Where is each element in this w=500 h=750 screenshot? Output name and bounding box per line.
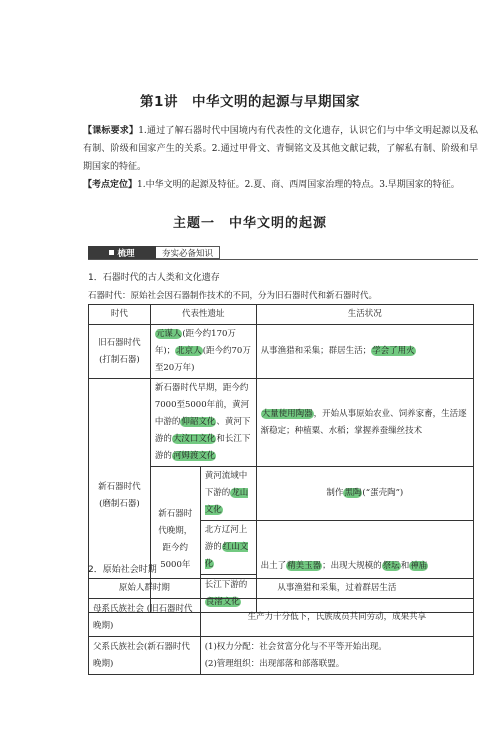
site-text: 、黄河下游的 (154, 417, 251, 444)
focus-text: 1.中华文明的起源及特征。2.夏、商、西周国家治理的特点。3.早期国家的特征。 (137, 180, 460, 190)
exam-focus (83, 176, 478, 194)
highlight-peking-man: 北京人 (176, 346, 202, 356)
topic-title: 主题一 中华文明的起源 (172, 216, 327, 231)
site-text: 长江下游的 (204, 579, 248, 590)
banner-subtitle: 夯实必备知识 (156, 246, 220, 259)
header-era: 时代 (89, 305, 151, 325)
highlight-yangshao: 仰韶文化 (181, 417, 216, 427)
highlight-liangzhu: 良渚文化 (205, 596, 240, 607)
site-text: (距今约70万至20万年) (154, 346, 251, 373)
hongshan-site (200, 521, 256, 575)
section-banner (88, 246, 220, 259)
highlight-jade: 精美玉器 (287, 561, 322, 571)
banner-label (88, 246, 156, 259)
site-text: 北方辽河上游的 (204, 525, 248, 552)
requirements-tag: 【课标要求】 (83, 126, 139, 136)
patrilineal-period: 父系氏族社会(新石器时代晚期) (89, 637, 201, 675)
table-row (89, 379, 474, 467)
banner-divider (88, 259, 478, 260)
highlight-pottery: 大量使用陶器 (261, 408, 313, 419)
life-text: 和 (400, 561, 410, 571)
header-life: 生活状况 (256, 305, 473, 325)
curriculum-requirements (83, 122, 478, 176)
highlight-yuanmou: 元谋人 (155, 329, 182, 339)
highlight-fire: 学会了用火 (372, 346, 415, 356)
patrilineal-point-2: (2)管理组织：出现部落和部落联盟。 (204, 658, 345, 669)
highlight-altar: 祭坛 (382, 561, 400, 571)
table-row (89, 325, 474, 379)
section1-intro: 石器时代：原始社会因石器制作技术的不同，分为旧石器时代和新石器时代。 (88, 291, 378, 301)
paleolithic-sites (150, 325, 256, 379)
header-sites: 代表性遗址 (150, 305, 256, 325)
patrilineal-desc (200, 637, 473, 675)
table-row (89, 579, 474, 599)
life-text: (“蛋壳陶”) (362, 488, 404, 498)
life-text: 制作 (326, 488, 344, 498)
highlight-longshan: 龙山文化 (204, 488, 249, 515)
square-icon (109, 250, 114, 255)
site-text: 黄河流域中下游的 (204, 471, 248, 498)
table-header-row (89, 305, 474, 325)
banner-dark-text: 梳理 (117, 248, 135, 259)
section1-heading: 1．石器时代的古人类和文化遗存 (88, 273, 220, 283)
primitive-group-desc: 从事渔猎和采集，过着群居生活 (200, 579, 473, 599)
highlight-temple: 神庙 (410, 561, 428, 571)
primitive-group-period: 原始人群时期 (89, 579, 201, 599)
matrilineal-period: 母系氏族社会 (旧石器时代晚期) (89, 599, 201, 637)
highlight-black-pottery: 黑陶 (344, 488, 362, 498)
primitive-society-table (88, 578, 474, 675)
patrilineal-point-1: (1)权力分配：社会贫富分化与不平等开始出现。 (204, 641, 387, 652)
page-title: 第1讲 中华文明的起源与早期国家 (140, 94, 360, 110)
matrilineal-desc: 生产力十分低下，氏族成员共同劳动，成果共享 (200, 599, 473, 637)
highlight-dawenkou: 大汶口文化 (172, 434, 216, 444)
paleolithic-era: 旧石器时代(打制石器) (89, 325, 151, 379)
table-row (89, 637, 474, 675)
highlight-hongshan: 红山文化 (204, 542, 249, 569)
neolithic-late-label: 新石器时代晚期，距今约5000年 (150, 467, 200, 613)
site-text: 新石器时代早期，距今约7000至5000年前，黄河中游的 (154, 383, 250, 427)
paleolithic-life (256, 325, 473, 379)
neolithic-early-sites (150, 379, 256, 467)
life-text: ，开始从事原始农业、饲养家畜，生活逐渐稳定；种植粟、水稻；掌握养蚕缫丝技术 (260, 408, 467, 436)
focus-tag: 【考点定位】 (83, 180, 138, 190)
site-text: 和长江下游的 (154, 434, 251, 461)
requirements-text: 1.通过了解石器时代中国境内有代表性的文化遗存，认识它们与中华文明起源以及私有制、阶级和国家产生的关系。2.通过甲骨文、青铜铭文及其他文献记载，了解私有制、阶级和早期国家的特征。 (83, 126, 478, 172)
neolithic-early-life (256, 379, 473, 467)
life-text: ；出现大规模的 (322, 561, 382, 571)
site-text: (距今约170万年)； (154, 329, 236, 356)
longshan-life (256, 467, 473, 521)
life-text: 从事渔猎和采集；群居生活； (260, 346, 372, 356)
life-text: 出土了 (260, 561, 287, 571)
table-row (89, 599, 474, 637)
highlight-hemudu: 河姆渡文化 (172, 451, 216, 461)
section2-heading: 2．原始社会时期 (88, 565, 157, 575)
neolithic-era: 新石器时代(磨制石器) (89, 379, 151, 613)
longshan-site (200, 467, 256, 521)
